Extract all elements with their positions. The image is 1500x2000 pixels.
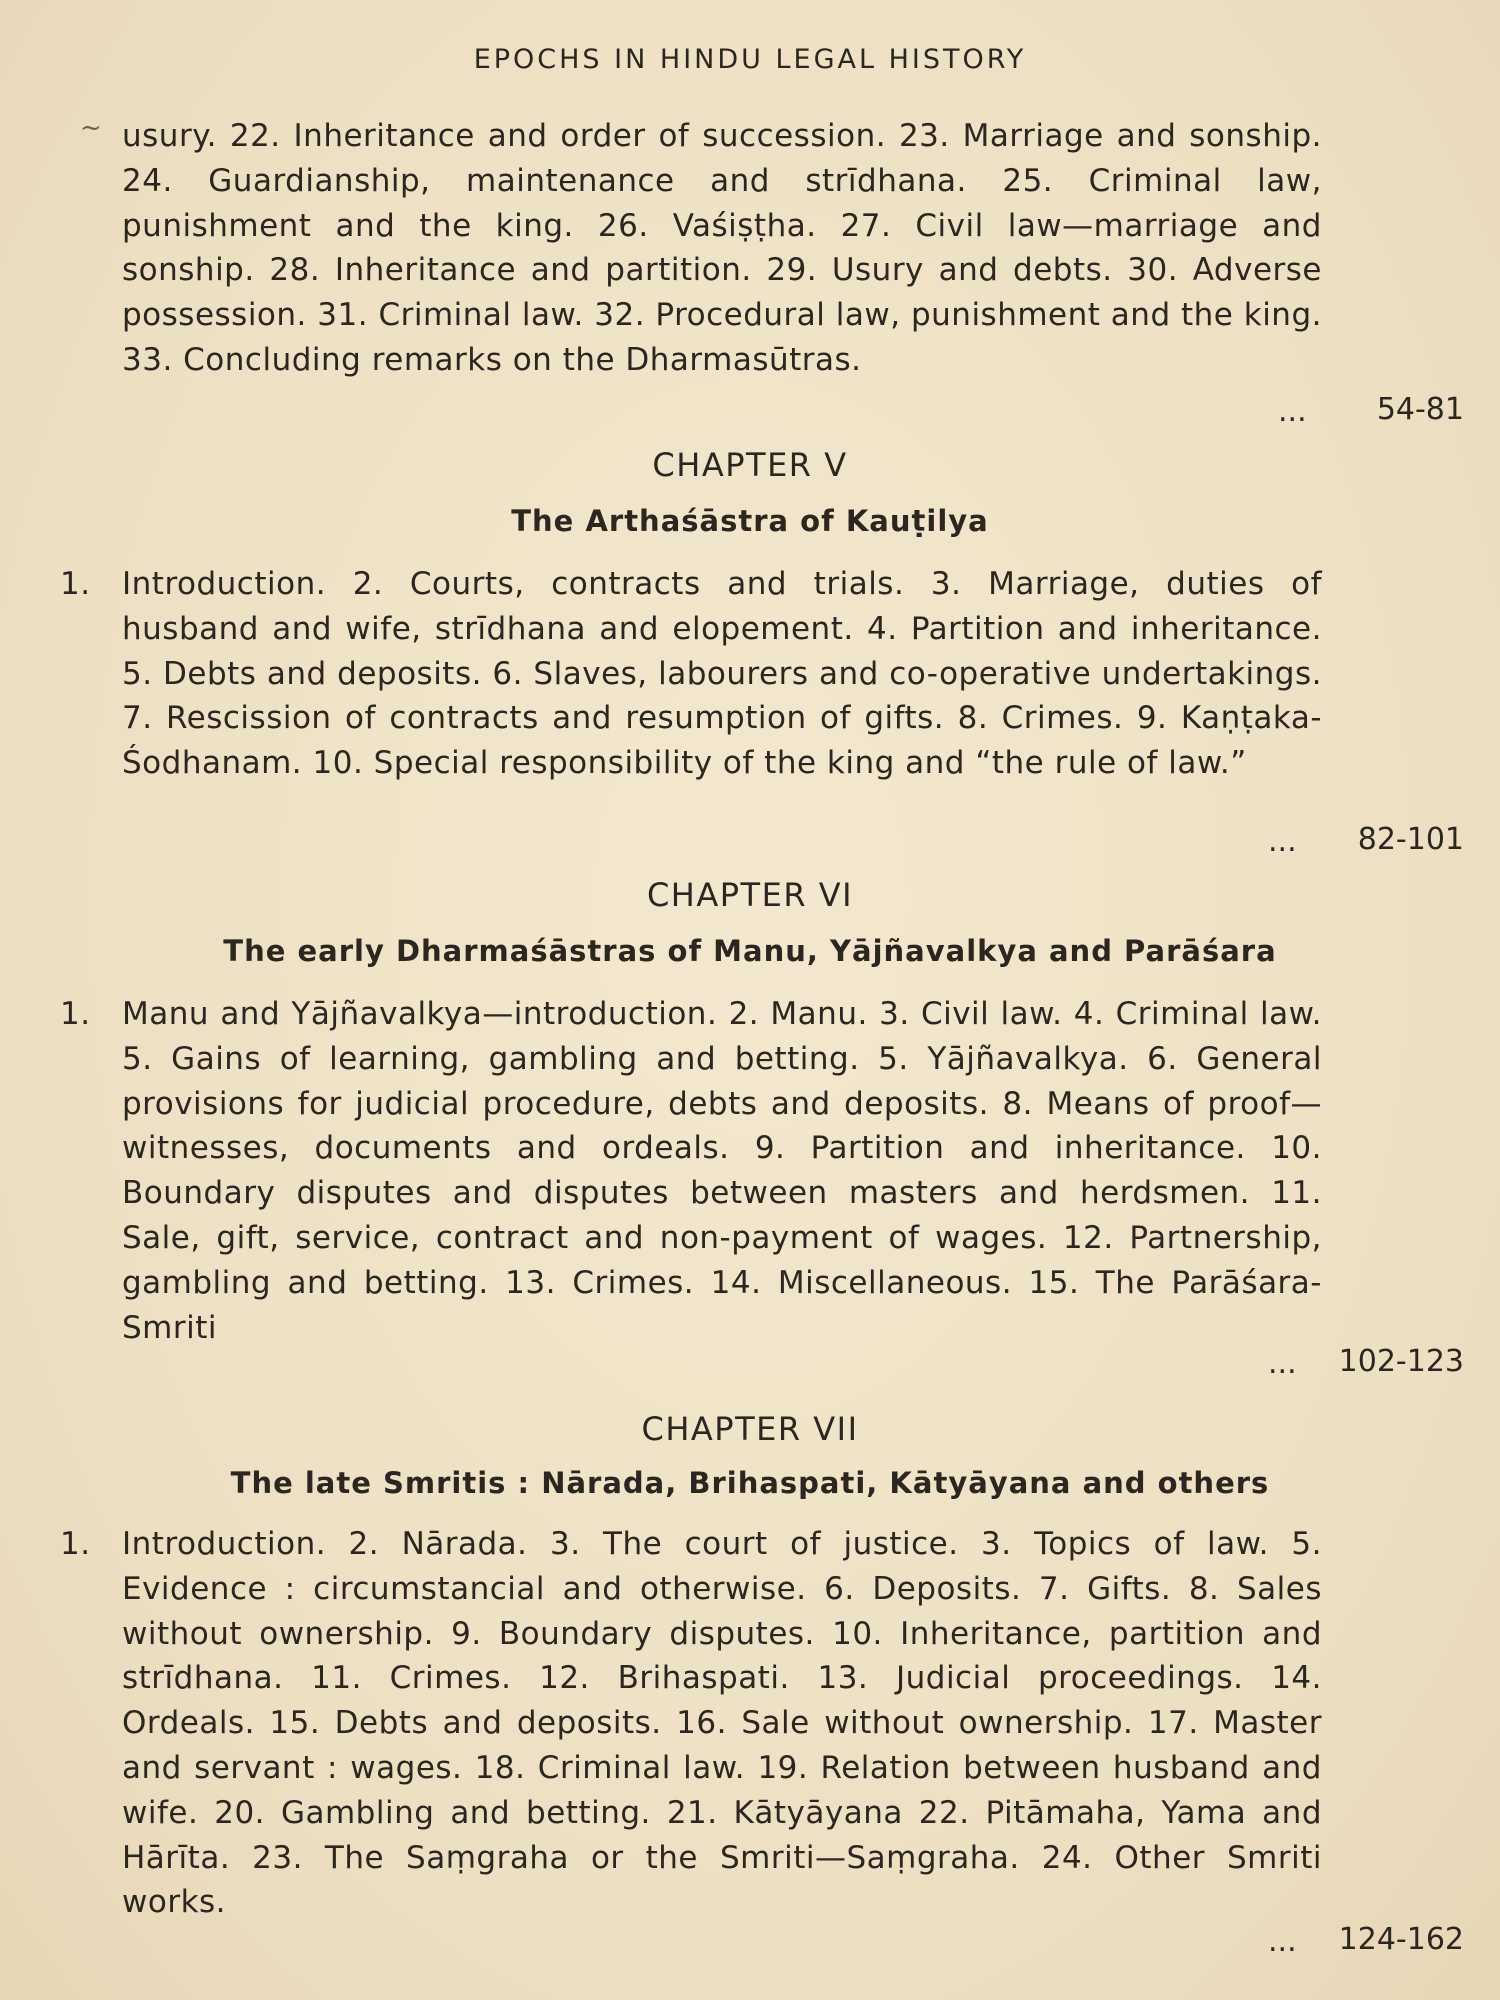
chapter-title: The early Dharmaśāstras of Manu, Yājñavalkya and Parāśara [223, 934, 1277, 968]
contents-text: Introduction. 2. Courts, contracts and trials. 3. Marriage, duties of husband and wife, strīdhana and elopement. 4. Partition and inheritance. 5. Debts and deposits. 6. Slaves, labourers and co-operative undertakings. 7. Rescission of contracts and resumption of gifts. 8. Crimes. 9. Kaṇṭaka-Śodhanam. 10. Special responsibility of the king and “the rule of law.” [122, 566, 1322, 782]
running-head: EPOCHS IN HINDU LEGAL HISTORY [473, 44, 1027, 75]
item-number: 1. [60, 1526, 91, 1562]
chapter-v-contents [60, 562, 1322, 786]
chapter-title: The Arthaśāstra of Kauṭilya [511, 504, 989, 538]
chapter-heading: CHAPTER V [652, 446, 848, 484]
page-leader: ... [1268, 1346, 1297, 1381]
page-range: 54-81 [1376, 392, 1464, 427]
page-range: 124-162 [1338, 1922, 1464, 1957]
page-leader: ... [1268, 1924, 1297, 1959]
chapter-heading: CHAPTER VII [641, 1410, 859, 1448]
chapter-iv-contents-continuation [122, 114, 1322, 383]
chapter-vi-contents [60, 992, 1322, 1350]
chapter-title: The late Smritis : Nārada, Brihaspati, Kātyāyana and others [230, 1466, 1270, 1500]
contents-text: Introduction. 2. Nārada. 3. The court of justice. 3. Topics of law. 5. Evidence : circumstancial and otherwise. 6. Deposits. 7. Gifts. 8. Sales without ownership. 9. Boundary disputes. 10. Inheritance, partition and strīdhana. 11. Crimes. 12. Brihaspati. 13. Judicial proceedings. 14. Ordeals. 15. Debts and deposits. 16. Sale without ownership. 17. Master and servant : wages. 18. Criminal law. 19. Relation between husband and wife. 20. Gambling and betting. 21. Kātyāyana 22. Pitāmaha, Yama and Hārīta. 23. The Saṃgraha or the Smriti—Saṃgraha. 24. Other Smriti works. [122, 1526, 1322, 1921]
chapter-heading: CHAPTER VI [646, 876, 854, 914]
page-leader: ... [1268, 824, 1297, 859]
page-leader: ... [1278, 394, 1307, 429]
chapter-vii-contents [60, 1522, 1322, 1925]
contents-text: usury. 22. Inheritance and order of succession. 23. Marriage and sonship. 24. Guardianship, maintenance and strīdhana. 25. Criminal law, punishment and the king. 26. Vaśiṣṭha. 27. Civil law—marriage and sonship. 28. Inheritance and partition. 29. Usury and debts. 30. Adverse possession. 31. Criminal law. 32. Procedural law, punishment and the king. 33. Concluding remarks on the Dharmasūtras. [122, 118, 1322, 378]
contents-text: Manu and Yājñavalkya—introduction. 2. Manu. 3. Civil law. 4. Criminal law. 5. Gains of learning, gambling and betting. 5. Yājñavalkya. 6. General provisions for judicial procedure, debts and deposits. 8. Means of proof—witnesses, documents and ordeals. 9. Partition and inheritance. 10. Boundary disputes and disputes between masters and herdsmen. 11. Sale, gift, service, contract and non-payment of wages. 12. Partnership, gambling and betting. 13. Crimes. 14. Miscellaneous. 15. The Parāśara-Smriti [122, 996, 1322, 1346]
page-range: 102-123 [1338, 1344, 1464, 1379]
item-number: 1. [60, 566, 91, 602]
item-number: 1. [60, 996, 91, 1032]
page-range: 82-101 [1357, 822, 1464, 857]
